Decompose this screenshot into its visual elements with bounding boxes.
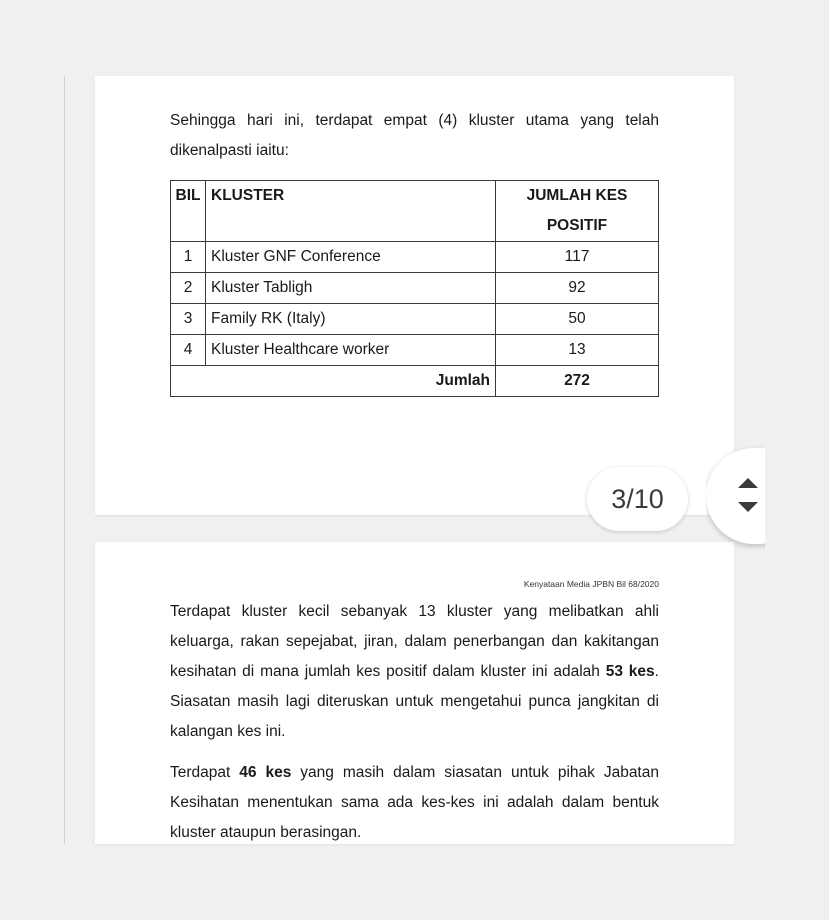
row-bil: 3	[171, 304, 206, 335]
row-bil: 4	[171, 335, 206, 366]
table-header-row	[171, 181, 659, 242]
table-row	[171, 335, 659, 366]
document-page-4	[95, 542, 734, 844]
header-bil: BIL	[171, 181, 206, 242]
row-kes: 13	[496, 335, 659, 366]
row-kluster: Kluster Healthcare worker	[206, 335, 496, 366]
page-scroll-control[interactable]	[706, 440, 765, 550]
document-page-3	[95, 76, 734, 515]
paragraph-under-investigation	[170, 758, 659, 848]
paragraph-text: yang masih dalam siasatan untuk pihak Jabatan Kesihatan menentukan sama ada kes-kes ini adalah dalam bentuk kluster ataupun berasingan.	[170, 764, 659, 841]
table-row	[171, 242, 659, 273]
header-jumlah-kes-positif: JUMLAH KES POSITIF	[496, 181, 659, 242]
triangle-down-icon[interactable]	[738, 502, 758, 512]
paragraph-text: Terdapat kluster kecil sebanyak 13 kluster yang melibatkan ahli keluarga, rakan sepejabat, jiran, dalam penerbangan dan kakitangan kesihatan di mana jumlah kes positif dalam kluster ini adalah	[170, 603, 659, 680]
paragraph-small-clusters	[170, 597, 659, 747]
row-kes: 92	[496, 273, 659, 304]
paragraph-text: . Siasatan masih lagi diteruskan untuk mengetahui punca jangkitan di kalangan kes ini.	[170, 663, 659, 740]
total-value: 272	[496, 366, 659, 397]
row-kluster: Family RK (Italy)	[206, 304, 496, 335]
bold-case-count: 46 kes	[239, 764, 292, 781]
paragraph-text: Terdapat	[170, 764, 240, 781]
row-bil: 1	[171, 242, 206, 273]
table-row	[171, 304, 659, 335]
row-kluster: Kluster GNF Conference	[206, 242, 496, 273]
triangle-up-icon[interactable]	[738, 478, 758, 488]
bold-case-count: 53 kes	[605, 663, 655, 680]
page-indicator: 3/10	[587, 467, 688, 531]
row-kes: 50	[496, 304, 659, 335]
media-statement-header: Kenyataan Media JPBN Bil 68/2020	[523, 579, 659, 589]
intro-paragraph: Sehingga hari ini, terdapat empat (4) kluster utama yang telah dikenalpasti iaitu:	[170, 112, 659, 159]
table-row	[171, 273, 659, 304]
header-kluster: KLUSTER	[206, 181, 496, 242]
scroll-control-button[interactable]	[706, 448, 765, 544]
row-kes: 117	[496, 242, 659, 273]
row-bil: 2	[171, 273, 206, 304]
table-total-row	[171, 366, 659, 397]
cluster-table	[170, 180, 659, 397]
total-label: Jumlah	[171, 366, 496, 397]
viewer-left-border	[64, 76, 65, 844]
row-kluster: Kluster Tabligh	[206, 273, 496, 304]
